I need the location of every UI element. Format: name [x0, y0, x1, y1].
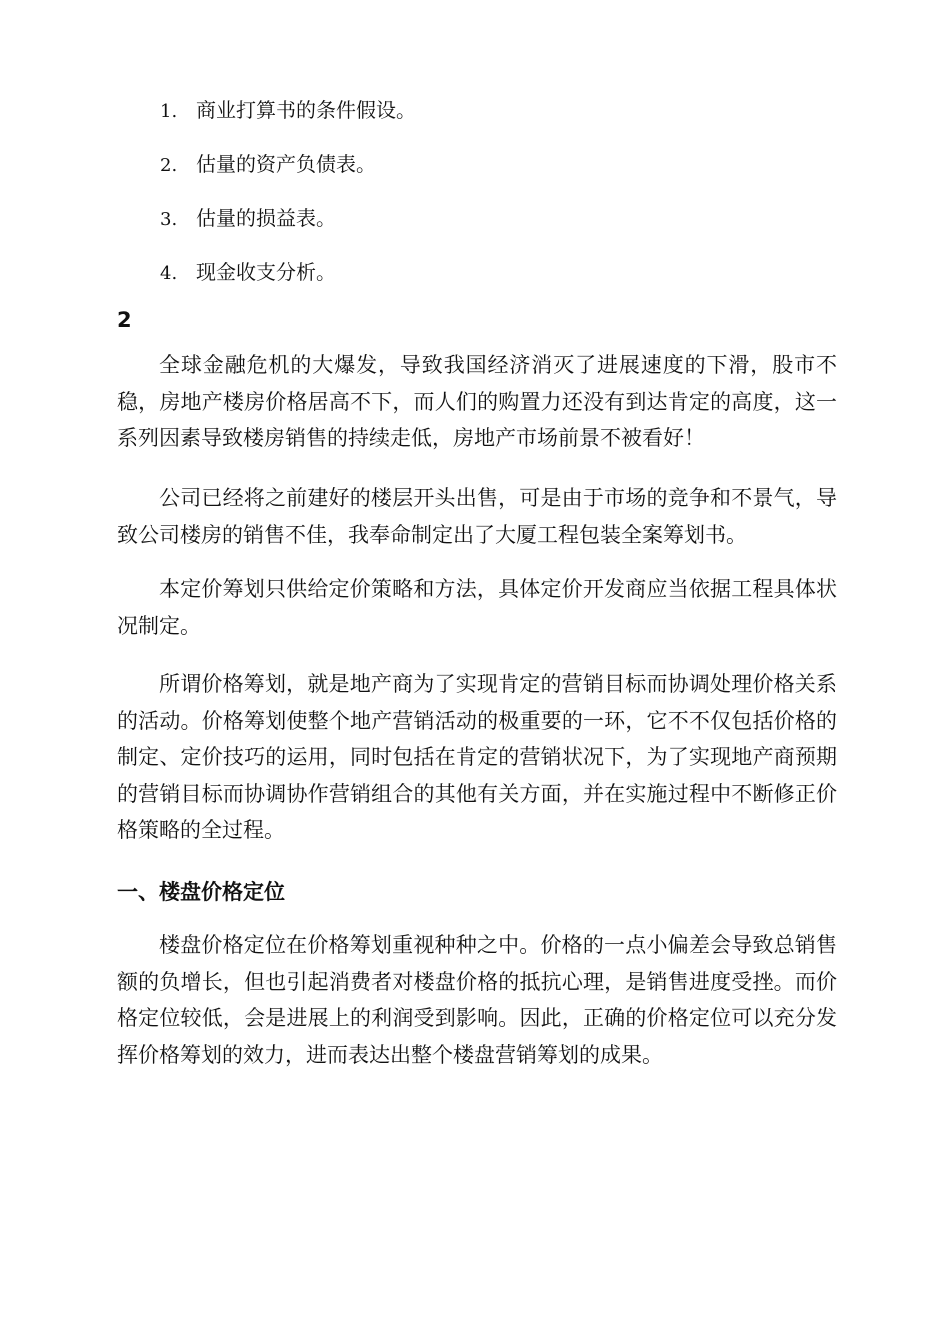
- list-item: [160, 147, 416, 201]
- list-item-number: 4.: [160, 263, 178, 284]
- paragraph-price-planning: 所谓价格筹划，就是地产商为了实现肯定的营销目标而协调处理价格关系的活动。价格筹划使整个地产营销活动的极重要的一环，它不不仅包括价格的制定、定价技巧的运用，同时包括在肯定的营销状况下，为了实现地产商预期的营销目标而协调协作营销组合的其他有关方面，并在实施过程中不断修正价格策略的全过程。: [117, 672, 837, 842]
- paragraph-pricing-scope: 本定价筹划只供给定价策略和方法，具体定价开发商应当依据工程具体状况制定。: [117, 577, 837, 638]
- section-heading: 一、楼盘价格定位: [117, 880, 285, 904]
- section-number: 2: [117, 308, 132, 332]
- paragraph-price-positioning: 楼盘价格定位在价格筹划重视种种之中。价格的一点小偏差会导致总销售额的负增长，但也引起消费者对楼盘价格的抵抗心理，是销售进度受挫。而价格定位较低，会是进展上的利润受到影响。因此，正确的价格定位可以充分发挥价格筹划的效力，进而表达出整个楼盘营销筹划的成果。: [117, 933, 837, 1067]
- list-item-number: 1.: [160, 101, 178, 122]
- list-item: [160, 93, 416, 147]
- list-item-number: 3.: [160, 209, 178, 230]
- list-item-text: 商业打算书的条件假设。: [196, 98, 416, 122]
- paragraph-company: 公司已经将之前建好的楼层开头出售，可是由于市场的竞争和不景气，导致公司楼房的销售不佳，我奉命制定出了大厦工程包装全案筹划书。: [117, 486, 837, 547]
- list-item: [160, 255, 416, 309]
- numbered-list: [160, 93, 416, 309]
- list-item-number: 2.: [160, 155, 178, 176]
- paragraph-intro: 全球金融危机的大爆发，导致我国经济消灭了进展速度的下滑，股市不稳，房地产楼房价格居高不下，而人们的购置力还没有到达肯定的高度，这一系列因素导致楼房销售的持续走低，房地产市场前景不被看好！: [117, 353, 837, 450]
- list-item: [160, 201, 416, 255]
- list-item-text: 估量的损益表。: [196, 206, 336, 230]
- list-item-text: 估量的资产负债表。: [196, 152, 376, 176]
- list-item-text: 现金收支分析。: [196, 260, 336, 284]
